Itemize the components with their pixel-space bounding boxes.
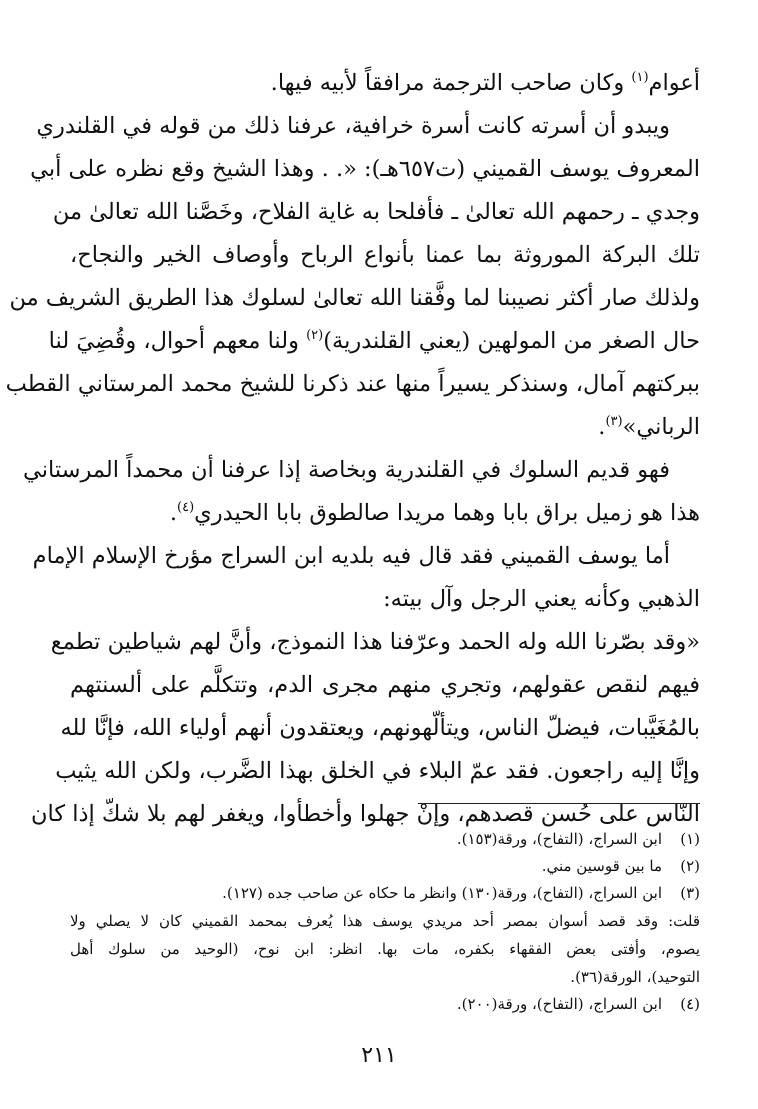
footnote-text: ما بين قوسين مني. [541, 857, 662, 875]
quote-line: النّاس على حُسن قصدهم، وإنْ جهلوا وأخطأوا، ويغفر لهم بلا شكّ إذا كان [30, 801, 700, 827]
paragraph-line: فهو قديم السلوك في القلندرية وبخاصة إذا عرفنا أن محمداً المرستاني [22, 457, 670, 483]
paragraph-line: أما يوسف القميني فقد قال فيه بلديه ابن السراج مؤرخ الإسلام الإمام [32, 543, 670, 569]
quote-line: وإنَّا إليه راجعون. فقد عمّ البلاء في الخلق بهذا الضَّرب، ولكن الله يثيب [55, 758, 700, 784]
footnote-ref[interactable]: (٤) [177, 500, 195, 515]
footnote-number: (٤) [680, 995, 700, 1013]
footnote-ref[interactable]: (٣) [605, 414, 623, 429]
paragraph-line [70, 62, 700, 105]
text-run: . [169, 500, 178, 526]
text-run: الرباني» [622, 414, 700, 440]
paragraph-line [70, 406, 700, 449]
footnote-item [70, 853, 700, 880]
footnote-text: ابن السراج، (التفاح)، ورقة(١٣٠) وانظر ما حكاه عن صاحب جده (١٢٧). [222, 884, 662, 902]
footnote-note-line: قلت: وقد قصد أسوان بمصر أحد مريدي يوسف هذا يُعرف بمحمد القميني كان لا يصلي ولا [70, 912, 700, 930]
footnote-separator [418, 803, 700, 804]
footnote-ref[interactable]: (١) [631, 70, 649, 85]
quote-line: «وقد بصّرنا الله وله الحمد وعرّفنا هذا النموذج، وأنَّ لهم شياطين تطمع [50, 629, 700, 655]
text-run: . [598, 414, 606, 440]
text-run: حال الصغر من المولهين (يعني القلندرية) [323, 328, 700, 354]
text-run: ولنا معهم أحوال، وقُضِيَ لنا [48, 328, 307, 354]
text-run: هذا هو زميل براق بابا وهما مريدا صالطوق بابا الحيدري [194, 500, 700, 526]
paragraph-line: ببركتهم آمال، وسنذكر يسيراً منها عند ذكرنا للشيخ محمد المرستاني القطب [5, 371, 700, 397]
paragraph-line: وجدي ـ رحمهم الله تعالىٰ ـ فأفلحا به غاية الفلاح، وخَصَّنا الله تعالىٰ من [52, 199, 700, 225]
footnotes [70, 826, 700, 1018]
footnote-note-line: التوحيد)، الورقة(٣٦). [570, 968, 700, 986]
paragraph-line [70, 492, 700, 535]
footnote-ref[interactable]: (٢) [306, 328, 324, 343]
paragraph-line: المعروف يوسف القميني (ت٦٥٧هـ): «. . وهذا الشيخ وقع نظره على أبي [30, 156, 700, 182]
footnote-text: ابن السراج، (التفاح)، ورقة(٢٠٠). [456, 995, 662, 1013]
paragraph-line: الذهبي وكأنه يعني الرجل وآل بيته: [383, 586, 700, 612]
footnote-item [70, 880, 700, 907]
text-run: وكان صاحب الترجمة مرافقاً لأبيه فيها. [270, 70, 632, 96]
paragraph-line: تلك البركة الموروثة بما عمنا بأنواع الرباح وأوصاف الخير والنجاح، [70, 242, 700, 268]
text-run: أعوام [648, 70, 700, 96]
page-number: ٢١١ [361, 1043, 397, 1068]
quote-line: بالمُغَيَّبات، فيضلّ الناس، ويتألّهونهم، ويعتقدون أنهم أولياء الله، فإنَّا لله [60, 715, 700, 741]
footnote-item [70, 826, 700, 853]
paragraph-line: ولذلك صار أكثر نصيبنا لما وفَّقنا الله تعالىٰ لسلوك هذا الطريق الشريف من [9, 285, 700, 311]
main-text [5, 62, 700, 836]
quote-line: فيهم لنقص عقولهم، وتجري منهم مجرى الدم، وتتكلَّم على ألسنتهم [70, 672, 700, 698]
footnote-number: (٣) [680, 884, 700, 902]
footnote-number: (٢) [680, 857, 700, 875]
paragraph-line [48, 320, 700, 363]
footnote-number: (١) [680, 830, 700, 848]
paragraph-line: ويبدو أن أسرته كانت أسرة خرافية، عرفنا ذلك من قوله في القلندري [36, 113, 670, 139]
footnote-text: ابن السراج، (التفاح)، ورقة(١٥٣). [456, 830, 662, 848]
footnote-note-line: يصوم، وأفتى بعض الفقهاء بكفره، مات بها. انظر: ابن نوح، (الوحيد من سلوك أهل [70, 940, 700, 958]
footnote-item [70, 991, 700, 1018]
